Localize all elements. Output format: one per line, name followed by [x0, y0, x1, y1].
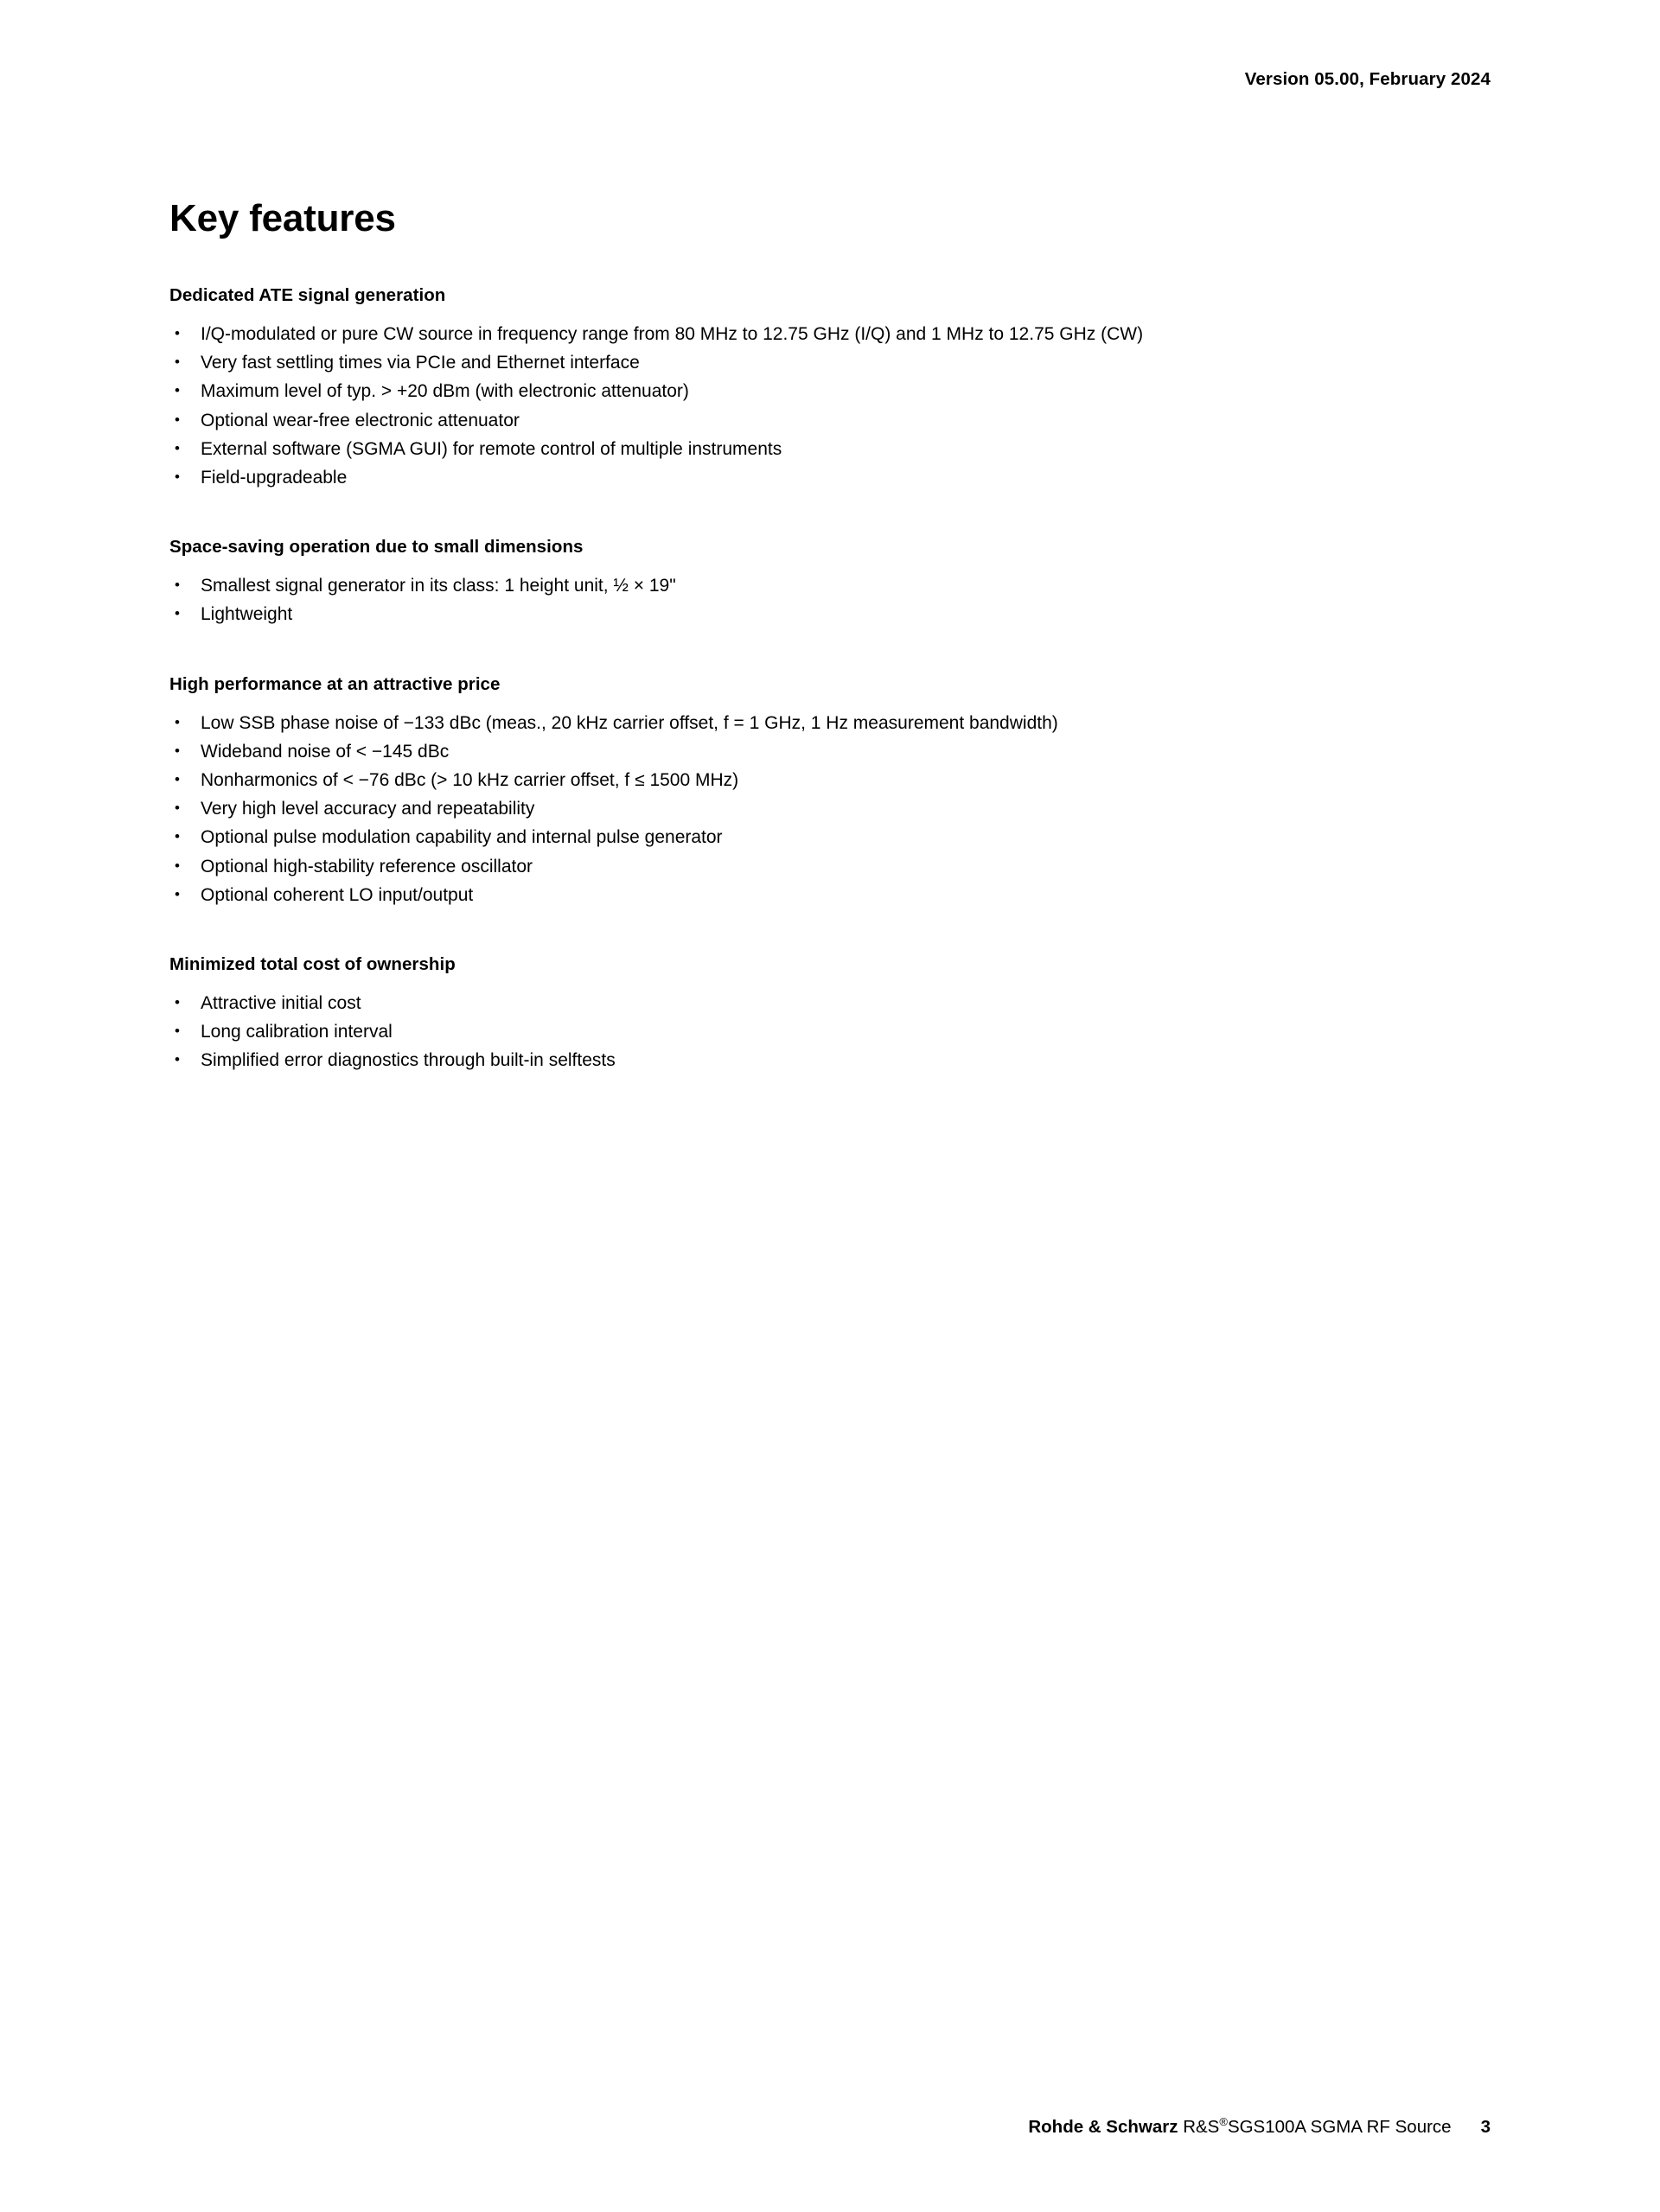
- section-high-performance: [169, 674, 1492, 909]
- section-heading: Minimized total cost of ownership: [169, 954, 456, 975]
- list-item: • Field-upgradeable: [169, 463, 1492, 492]
- bullet-list: [169, 709, 1492, 909]
- list-item: • Optional high-stability reference oscillator: [169, 852, 1492, 881]
- list-item: • Maximum level of typ. > +20 dBm (with electronic attenuator): [169, 377, 1492, 405]
- footer-brand: Rohde & Schwarz: [1028, 2117, 1178, 2137]
- document-content: [169, 197, 1492, 1075]
- list-item: • Smallest signal generator in its class: 1 height unit, ½ × 19": [169, 571, 1492, 600]
- document-version-label: Version 05.00, February 2024: [1244, 69, 1491, 89]
- footer-product-prefix: R&S: [1183, 2117, 1220, 2137]
- list-item: • Optional pulse modulation capability and internal pulse generator: [169, 823, 1492, 851]
- section-heading: High performance at an attractive price: [169, 673, 501, 694]
- bullet-list: [169, 320, 1492, 492]
- list-item: • Low SSB phase noise of −133 dBc (meas., 20 kHz carrier offset, f = 1 GHz, 1 Hz measurement bandwidth): [169, 709, 1492, 737]
- page-title: Key features: [169, 197, 396, 239]
- list-item: • I/Q-modulated or pure CW source in frequency range from 80 MHz to 12.75 GHz (I/Q) and 1 MHz to 12.75 GHz (CW): [169, 320, 1492, 348]
- page-number: 3: [1480, 2117, 1491, 2137]
- section-dedicated-ate-signal-generation: [169, 285, 1492, 492]
- bullet-list: [169, 571, 1492, 628]
- list-item: • Attractive initial cost: [169, 989, 1492, 1017]
- document-footer: [1028, 2117, 1491, 2138]
- section-heading: Dedicated ATE signal generation: [169, 285, 446, 305]
- section-space-saving-operation: [169, 537, 1492, 628]
- footer-product-suffix: SGS100A SGMA RF Source: [1227, 2117, 1452, 2137]
- list-item: • Optional wear-free electronic attenuator: [169, 406, 1492, 435]
- list-item: • Lightweight: [169, 600, 1492, 628]
- section-minimized-total-cost: [169, 954, 1492, 1075]
- list-item: • Very fast settling times via PCIe and Ethernet interface: [169, 348, 1492, 377]
- list-item: • Simplified error diagnostics through built-in selftests: [169, 1046, 1492, 1074]
- list-item: • Long calibration interval: [169, 1017, 1492, 1046]
- registered-trademark-icon: ®: [1219, 2115, 1228, 2129]
- list-item: • Nonharmonics of < −76 dBc (> 10 kHz carrier offset, f ≤ 1500 MHz): [169, 766, 1492, 794]
- list-item: • Very high level accuracy and repeatability: [169, 794, 1492, 823]
- list-item: • External software (SGMA GUI) for remote control of multiple instruments: [169, 435, 1492, 463]
- bullet-list: [169, 989, 1492, 1075]
- section-heading: Space-saving operation due to small dimensions: [169, 537, 584, 558]
- list-item: • Optional coherent LO input/output: [169, 881, 1492, 909]
- list-item: • Wideband noise of < −145 dBc: [169, 737, 1492, 766]
